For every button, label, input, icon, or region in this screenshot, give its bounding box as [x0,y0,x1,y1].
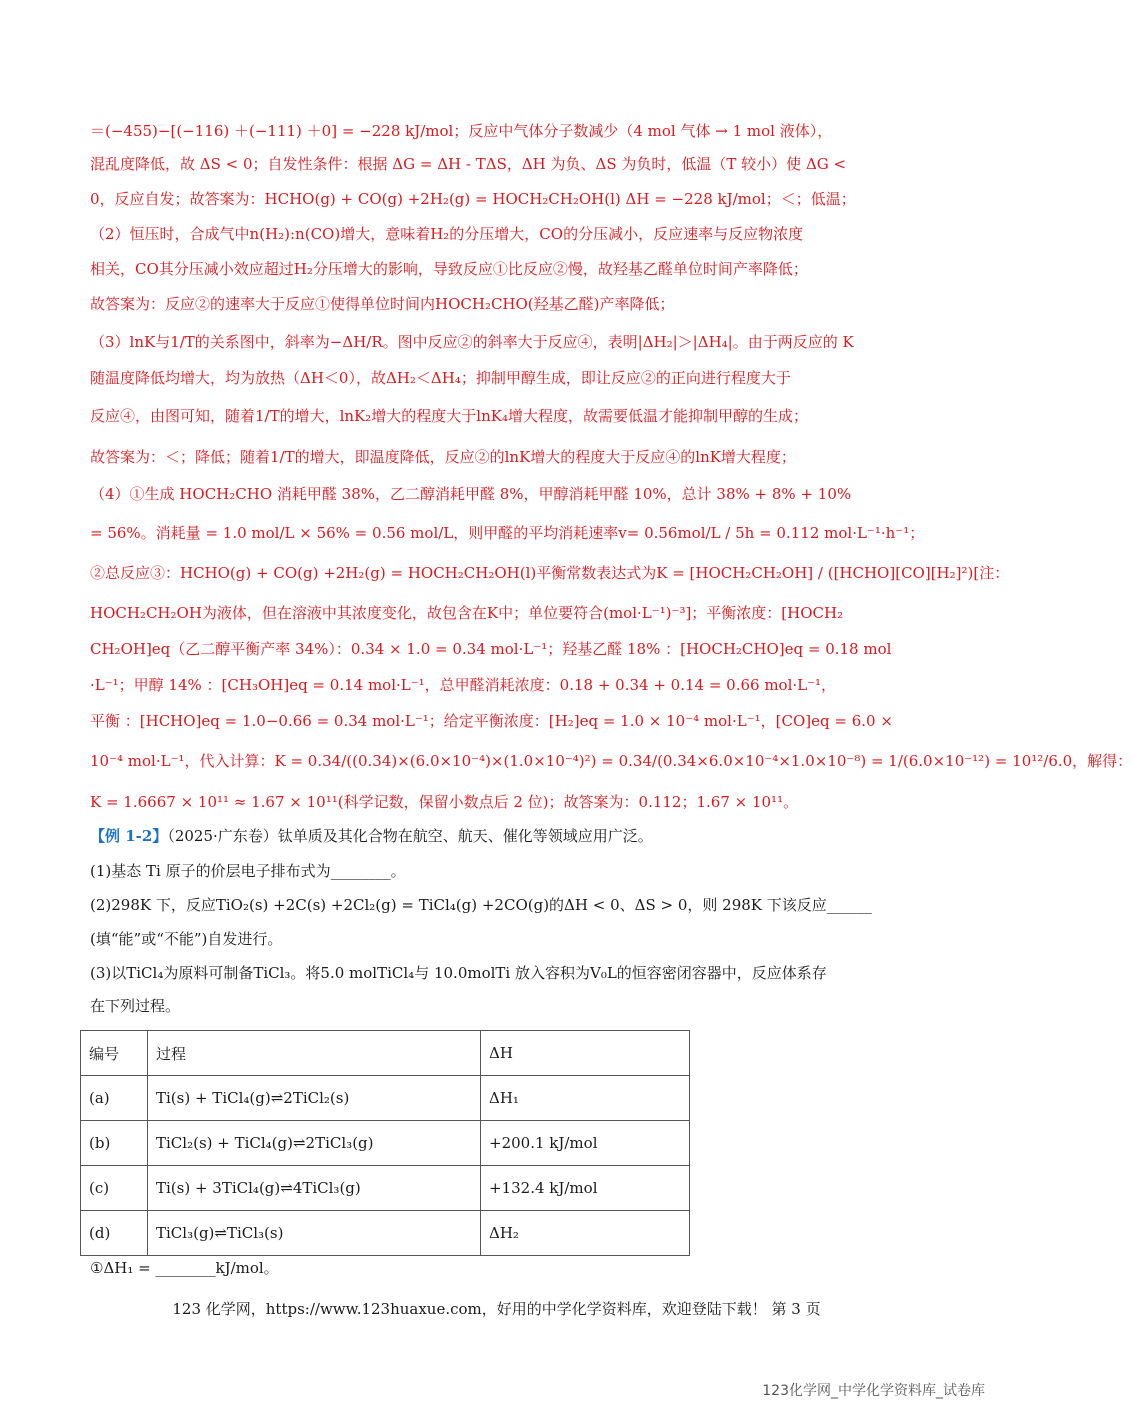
table-header-cell: 编号 [81,1031,148,1076]
table-cell: (c) [81,1166,148,1211]
answer-line-13: ②总反应③：HCHO(g) + CO(g) +2H₂(g) = HOCH₂CH₂OH(l)平衡常数表达式为K = [HOCH₂CH₂OH] / ([HCHO][CO][H₂]²)[注： [90,564,1010,582]
site-watermark: 123化学网_中学化学资料库_试卷库 [762,1383,985,1399]
question-3b: 在下列过程。 [90,997,181,1015]
answer-line-14: HOCH₂CH₂OH为液体，但在溶液中其浓度变化，故包含在K中；单位要符合(mol·L⁻¹)⁻³]；平衡浓度：[HOCH₂ [90,604,844,622]
page-footer: 123 化学网，https://www.123huaxue.com，好用的中学化学资料库，欢迎登陆下载！ 第 3 页 [172,1300,821,1318]
answer-line-18: 10⁻⁴ mol·L⁻¹，代入计算：K = 0.34/((0.34)×(6.0×10⁻⁴)×(1.0×10⁻⁴)²) = 0.34/(0.34×6.0×10⁻⁴×1.0×10⁻⁸) = 1/(6.0×10⁻¹²) = 10¹²/6.0，解得： [90,752,1132,770]
answer-line-4: （2）恒压时，合成气中n(H₂):n(CO)增大，意味着H₂的分压增大，CO的分压减小，反应速率与反应物浓度 [90,225,804,243]
answer-line-7: （3）lnK与1/T的关系图中，斜率为−ΔH/R。图中反应②的斜率大于反应④，表明|ΔH₂|＞|ΔH₄|。由于两反应的 K [90,333,854,351]
table-row [81,1166,690,1211]
table-row [81,1076,690,1121]
answer-line-16: ·L⁻¹；甲醇 14% ：[CH₃OH]eq = 0.14 mol·L⁻¹，总甲醛消耗浓度：0.18 + 0.34 + 0.14 = 0.66 mol·L⁻¹， [90,676,837,694]
table-cell: +200.1 kJ/mol [481,1121,690,1166]
table-cell: (a) [81,1076,148,1121]
table-cell: ΔH₂ [481,1211,690,1256]
answer-line-11: （4）①生成 HOCH₂CHO 消耗甲醛 38%，乙二醇消耗甲醛 8%，甲醇消耗甲醛 10%，总计 38% + 8% + 10% [90,485,852,503]
table-row [81,1121,690,1166]
answer-line-3: 0，反应自发；故答案为：HCHO(g) + CO(g) +2H₂(g) = HOCH₂CH₂OH(l) ΔH = −228 kJ/mol；＜；低温； [90,190,856,208]
answer-line-9: 反应④，由图可知，随着1/T的增大，lnK₂增大的程度大于lnK₄增大程度，故需要低温才能抑制甲醇的生成； [90,407,808,425]
table-cell: TiCl₂(s) + TiCl₄(g)⇌2TiCl₃(g) [148,1121,481,1166]
table-header-row [81,1031,690,1076]
table-cell: Ti(s) + 3TiCl₄(g)⇌4TiCl₃(g) [148,1166,481,1211]
answer-line-15: CH₂OH]eq（乙二醇平衡产率 34%）：0.34 × 1.0 = 0.34 mol·L⁻¹；羟基乙醛 18% ：[HOCH₂CHO]eq = 0.18 mol [90,640,892,658]
answer-line-1: ＝(−455)−[(−116) ＋(−111) ＋0] = −228 kJ/mol；反应中气体分子数减少（4 mol 气体 → 1 mol 液体）， [90,122,833,140]
process-table [80,1030,690,1256]
sub-question-1: ①ΔH₁ = ________kJ/mol。 [90,1259,279,1277]
question-2b: (填“能”或“不能”)自发进行。 [90,930,283,948]
table-cell: +132.4 kJ/mol [481,1166,690,1211]
table-cell: TiCl₃(g)⇌TiCl₃(s) [148,1211,481,1256]
answer-line-6: 故答案为：反应②的速率大于反应①使得单位时间内HOCH₂CHO(羟基乙醛)产率降低； [90,295,675,313]
question-1: (1)基态 Ti 原子的价层电子排布式为________。 [90,862,406,880]
answer-line-8: 随温度降低均增大，均为放热（ΔH＜0），故ΔH₂＜ΔH₄；抑制甲醇生成，即让反应②的正向进行程度大于 [90,369,791,387]
table-header-cell: ΔH [481,1031,690,1076]
table-row [81,1211,690,1256]
answer-line-2: 混乱度降低，故 ΔS < 0；自发性条件：根据 ΔG = ΔH - TΔS，ΔH 为负、ΔS 为负时，低温（T 较小）使 ΔG < [90,155,847,173]
question-3a: (3)以TiCl₄为原料可制备TiCl₃。将5.0 molTiCl₄与 10.0molTi 放入容积为V₀L的恒容密闭容器中，反应体系存 [90,964,827,982]
answer-line-17: 平衡 ：[HCHO]eq = 1.0−0.66 = 0.34 mol·L⁻¹；给定平衡浓度：[H₂]eq = 1.0 × 10⁻⁴ mol·L⁻¹，[CO]eq = 6.0 × [90,712,893,730]
example-label: 【例 1-2】 [90,827,168,845]
example-heading [90,825,910,847]
table-header-cell: 过程 [148,1031,481,1076]
table-cell: ΔH₁ [481,1076,690,1121]
table-cell: Ti(s) + TiCl₄(g)⇌2TiCl₂(s) [148,1076,481,1121]
answer-line-10: 故答案为：＜；降低；随着1/T的增大，即温度降低，反应②的lnK增大的程度大于反应④的lnK增大程度； [90,448,796,466]
answer-line-5: 相关，CO其分压减小效应超过H₂分压增大的影响，导致反应①比反应②慢，故羟基乙醛单位时间产率降低； [90,260,808,278]
table-cell: (d) [81,1211,148,1256]
table-cell: (b) [81,1121,148,1166]
answer-line-19: K = 1.6667 × 10¹¹ ≈ 1.67 × 10¹¹(科学记数，保留小数点后 2 位)；故答案为：0.112；1.67 × 10¹¹。 [90,793,799,811]
answer-line-12: = 56%。消耗量 = 1.0 mol/L × 56% = 0.56 mol/L，则甲醛的平均消耗速率v= 0.56mol/L / 5h = 0.112 mol·L⁻¹·h⁻¹； [90,524,925,542]
question-2a: (2)298K 下，反应TiO₂(s) +2C(s) +2Cl₂(g) = TiCl₄(g) +2CO(g)的ΔH < 0、ΔS > 0，则 298K 下该反应______ [90,896,872,914]
example-intro: （2025·广东卷）钛单质及其化合物在航空、航天、催化等领域应用广泛。 [167,827,653,845]
